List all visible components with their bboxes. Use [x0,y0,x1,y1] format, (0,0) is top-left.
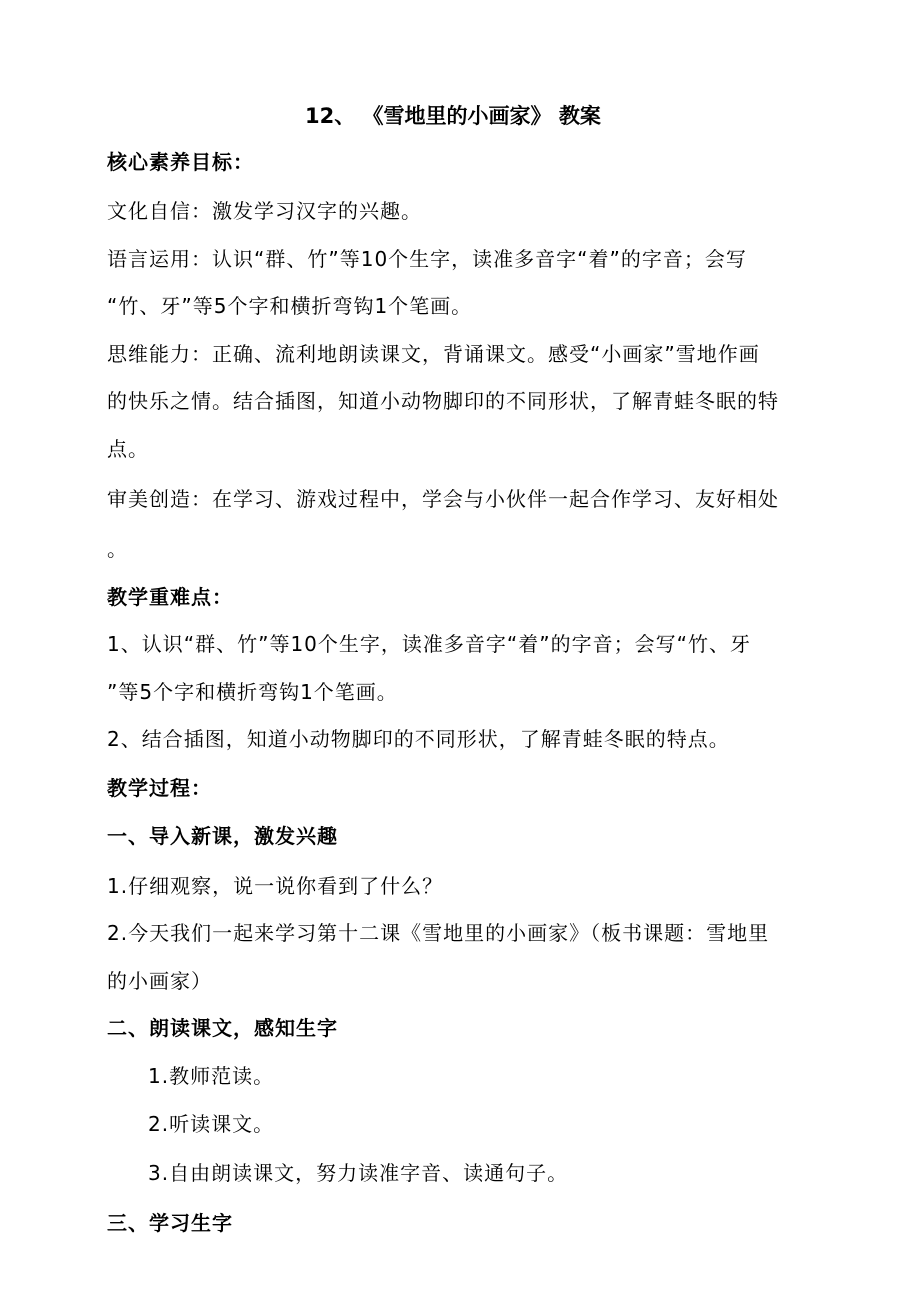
paragraph-line: 2.听读课文。 [148,1112,275,1136]
section-heading: 核心素养目标： [107,150,254,174]
paragraph-line: 点。 [107,437,149,461]
paragraph-line: 的快乐之情。结合插图，知道小动物脚印的不同形状，了解青蛙冬眠的特 [107,389,779,413]
section-heading: 二、朗读课文，感知生字 [107,1016,338,1040]
paragraph-line: 。 [107,537,128,561]
paragraph-line: ”等5个字和横折弯钩1个笔画。 [107,680,398,704]
paragraph-line: 的小画家） [107,969,212,993]
paragraph-line: 3.自由朗读课文，努力读准字音、读通句子。 [148,1161,569,1185]
section-heading: 教学重难点： [107,585,233,609]
paragraph-line: 1.仔细观察，说一说你看到了什么？ [107,874,444,898]
paragraph-line: “竹、牙”等5个字和横折弯钩1个笔画。 [107,294,473,318]
section-heading: 一、导入新课，激发兴趣 [107,824,338,848]
paragraph-line: 2.今天我们一起来学习第十二课《雪地里的小画家》（板书课题：雪地里 [107,921,770,945]
document-title: 12、 《雪地里的小画家》 教案 [305,104,601,128]
paragraph-line: 思维能力：正确、流利地朗读课文，背诵课文。感受“小画家”雪地作画 [107,342,760,366]
paragraph-line: 文化自信：激发学习汉字的兴趣。 [107,199,422,223]
section-heading: 教学过程： [107,776,212,800]
paragraph-line: 审美创造：在学习、游戏过程中，学会与小伙伴一起合作学习、友好相处 [107,487,779,511]
paragraph-line: 2、结合插图，知道小动物脚印的不同形状，了解青蛙冬眠的特点。 [107,727,730,751]
paragraph-line: 1.教师范读。 [148,1064,275,1088]
paragraph-line: 语言运用：认识“群、竹”等10个生字，读准多音字“着”的字音；会写 [107,247,747,271]
paragraph-line: 1、认识“群、竹”等10个生字，读准多音字“着”的字音；会写“竹、牙 [107,632,751,656]
section-heading: 三、学习生字 [107,1211,233,1235]
